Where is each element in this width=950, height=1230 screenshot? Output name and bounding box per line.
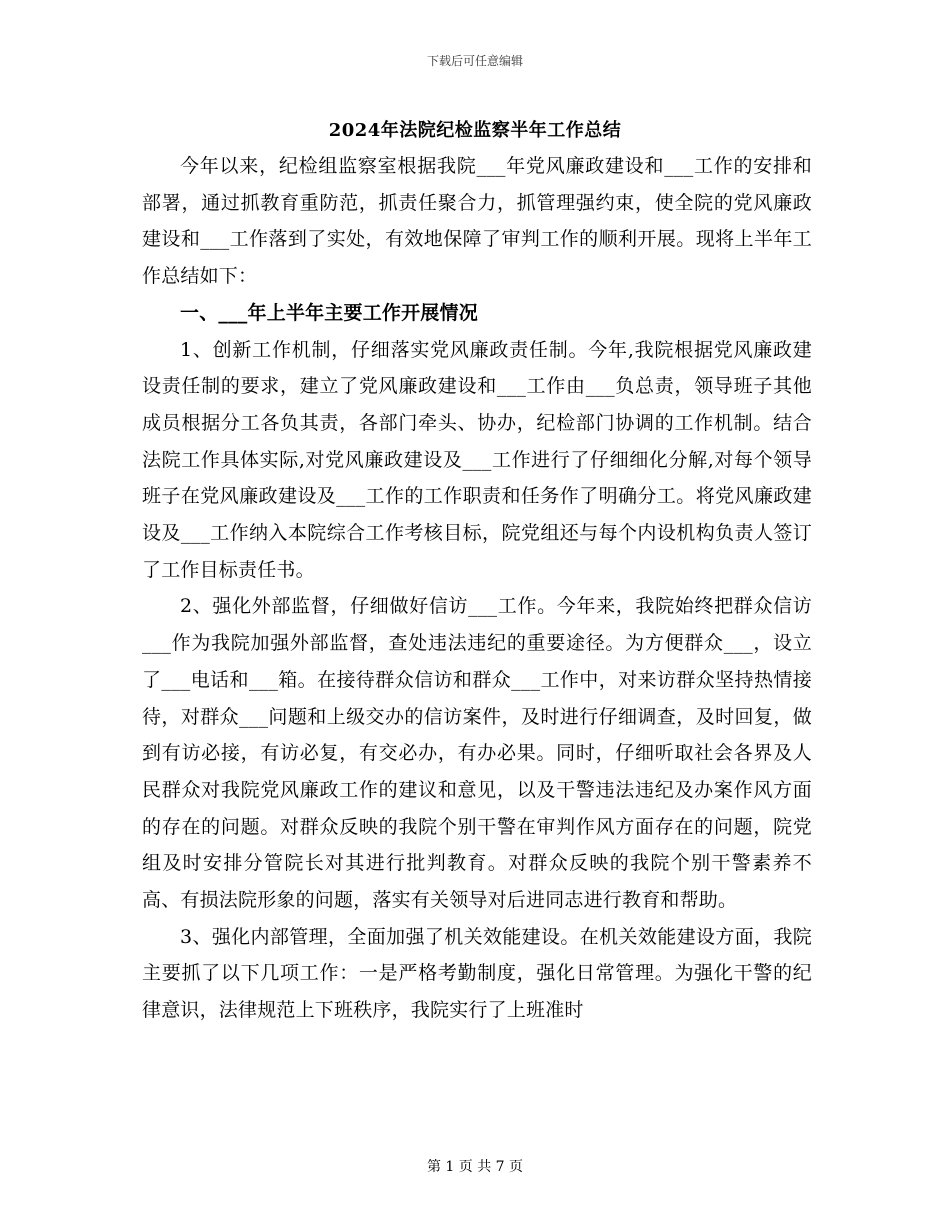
document-body	[142, 148, 812, 1029]
paragraph-item-3: 3、强化内部管理，全面加强了机关效能建设。在机关效能建设方面，我院主要抓了以下几项工作：一是严格考勤制度，强化日常管理。为强化干警的纪律意识，法律规范上下班秩序，我院实行了上班准时	[142, 925, 812, 1022]
page-number: 第 1 页 共 7 页	[426, 1159, 524, 1175]
paragraph-item-2: 2、强化外部监督，仔细做好信访___工作。今年来，我院始终把群众信访___作为我院加强外部监督，查处违法违纪的重要途径。为方便群众___，设立了___电话和___箱。在接待群众信访和群众___工作中，对来访群众坚持热情接待，对群众___问题和上级交办的信访案件，及时进行仔细调查，及时回复，做到有访必接，有访必复，有交必办，有办必果。同时，仔细听取社会各界及人民群众对我院党风廉政工作的建议和意见，以及干警违法违纪及办案作风方面的存在的问题。对群众反映的我院个别干警在审判作风方面存在的问题，院党组及时安排分管院长对其进行批判教育。对群众反映的我院个别干警素养不高、有损法院形象的问题，落实有关领导对后进同志进行教育和帮助。	[142, 595, 812, 912]
paragraph-item-1: 1、创新工作机制，仔细落实党风廉政责任制。今年,我院根据党风廉政建设责任制的要求，建立了党风廉政建设和___工作由___负总责，领导班子其他成员根据分工各负其责，各部门牵头、协办，纪检部门协调的工作机制。结合法院工作具体实际,对党风廉政建设及___工作进行了仔细细化分解,对每个领导班子在党风廉政建设及___工作的工作职责和任务作了明确分工。将党风廉政建设及___工作纳入本院综合工作考核目标，院党组还与每个内设机构负责人签订了工作目标责任书。	[142, 338, 812, 581]
document-title: 2024年法院纪检监察半年工作总结	[328, 120, 622, 141]
intro-paragraph: 今年以来，纪检组监察室根据我院___年党风廉政建设和___工作的安排和部署，通过抓教育重防范，抓责任聚合力，抓管理强约束，使全院的党风廉政建设和___工作落到了实处，有效地保障了审判工作的顺利开展。现将上半年工作总结如下：	[142, 155, 812, 288]
section-heading: 一、___年上半年主要工作开展情况	[180, 301, 478, 324]
page-header-note: 下载后可任意编辑	[426, 54, 523, 68]
